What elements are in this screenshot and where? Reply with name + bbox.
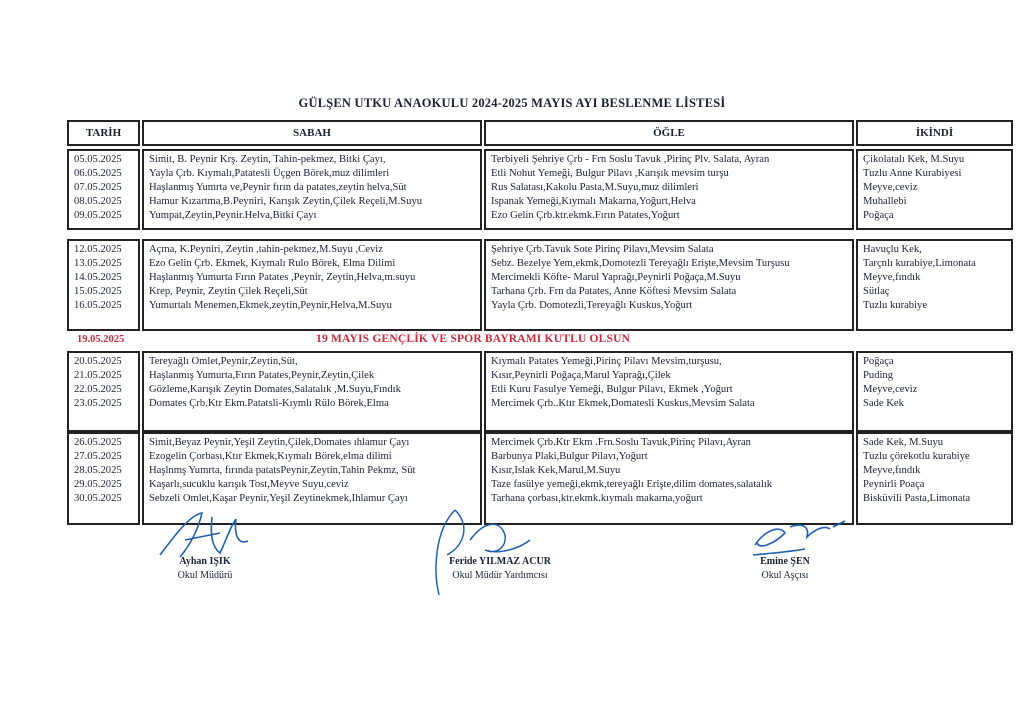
signature-vice-principal	[430, 555, 570, 583]
menu-item: Domates Çrb.Ktr Ekm.Patatsli-Kıymlı Rülo Börek,Elma	[149, 398, 389, 409]
menu-item: Poğaça	[863, 356, 894, 367]
menu-item: Puding	[863, 370, 894, 381]
menu-item: Mercimek Çrb..Ktır Ekmek,Domatesli Kuskus,Mevsim Salata	[491, 398, 755, 409]
menu-date: 30.05.2025	[74, 493, 122, 504]
signature-role: Okul Müdürü	[177, 570, 233, 581]
menu-item: Mercimek Çrb.Ktr Ekm .Frn.Soslu Tavuk,Pirinç Pilavı,Ayran	[491, 437, 751, 448]
menu-date: 21.05.2025	[74, 370, 122, 381]
week-2-noon-cell	[484, 239, 854, 331]
header-date: TARİH	[67, 120, 140, 146]
menu-item: Bisküvili Pasta,Limonata	[863, 493, 971, 504]
menu-date: 23.05.2025	[74, 398, 122, 409]
menu-item: Poğaça	[863, 210, 894, 221]
menu-date: 27.05.2025	[74, 451, 122, 462]
holiday-date: 19.05.2025	[77, 334, 125, 345]
menu-item: Meyve,ceviz	[863, 384, 918, 395]
menu-item: Peynirli Poaça	[863, 479, 925, 490]
signature-role: Okul Müdür Yardımcısı	[452, 570, 548, 581]
menu-item: Yumpat,Zeytin,Peynir.Helva,Bitki Çayı	[149, 210, 317, 221]
menu-item: Haşlnmş Yumrta, fırında patatsPeynir,Zeytin,Tahin Pekmz, Süt	[149, 465, 416, 476]
menu-item: Sebzeli Omlet,Kaşar Peynir,Yeşil Zeytinekmek,Ihlamur Çayı	[149, 493, 408, 504]
menu-date: 16.05.2025	[74, 300, 122, 311]
menu-date: 29.05.2025	[74, 479, 122, 490]
signature-cook	[730, 555, 840, 583]
menu-item: Meyve,ceviz	[863, 182, 918, 193]
menu-item: Meyve,fındık	[863, 465, 921, 476]
week-2-morning-cell	[142, 239, 482, 331]
signature-name: Emine ŞEN	[760, 556, 810, 567]
menu-item: Ispanak Yemeği,Kıymalı Makarna,Yoğurt,Helva	[491, 196, 696, 207]
menu-item: Ezo Gelin Çrb. Ekmek, Kıymalı Rulo Börek, Elma Dilimi	[149, 258, 396, 269]
menu-item: Krep, Peynir, Zeytin Çilek Reçeli,Süt	[149, 286, 308, 297]
menu-item: Gözleme,Karışık Zeytin Domates,Salatalık ,M.Suyu,Fındık	[149, 384, 401, 395]
menu-date: 26.05.2025	[74, 437, 122, 448]
week-3-afternoon-cell	[856, 351, 1013, 432]
menu-item: Taze fasülye yemeği,ekmk,tereyağlı Erişte,dilim domates,salatalık	[491, 479, 773, 490]
week-1-noon-cell	[484, 149, 854, 230]
week-2-afternoon-cell	[856, 239, 1013, 331]
menu-item: Tuzlu Anne Kurabiyesi	[863, 168, 962, 179]
week-2-date-cell	[67, 239, 140, 331]
week-3-morning-cell	[142, 351, 482, 432]
menu-item: Yayla Çrb. Kıymalı,Patatesli Üçgen Börek,muz dilimleri	[149, 168, 390, 179]
menu-item: Tarçnlı kurabiye,Limonata	[863, 258, 976, 269]
menu-item: Etli Nohut Yemeği, Bulgur Pilavı ,Karışık mevsim turşu	[491, 168, 729, 179]
menu-item: Sebz. Bezelye Yem,ekmk,Domotezli Tereyağlı Erişte,Mevsim Turşusu	[491, 258, 790, 269]
menu-date: 09.05.2025	[74, 210, 122, 221]
week-1-afternoon-cell	[856, 149, 1013, 230]
menu-item: Kısır,Islak Kek,Marul,M.Suyu	[491, 465, 621, 476]
menu-date: 28.05.2025	[74, 465, 122, 476]
menu-date: 05.05.2025	[74, 154, 122, 165]
menu-item: Ezogelin Çorbası,Ktır Ekmek,Kıymalı Börek,elma dilimi	[149, 451, 392, 462]
menu-item: Haşlanmış Yumurta,Fırın Patates,Peynir,Zeytin,Çilek	[149, 370, 375, 381]
menu-item: Ezo Gelin Çrb.ktr.ekmk.Fırın Patates,Yoğurt	[491, 210, 680, 221]
menu-item: Barbunya Plaki,Bulgur Pilavı,Yoğurt	[491, 451, 648, 462]
menu-date: 15.05.2025	[74, 286, 122, 297]
menu-item: Tuzlu kurabiye	[863, 300, 928, 311]
menu-date: 14.05.2025	[74, 272, 122, 283]
header-morning: SABAH	[142, 120, 482, 146]
header-afternoon: İKİNDİ	[856, 120, 1013, 146]
signature-name: Feride YILMAZ ACUR	[449, 556, 551, 567]
menu-date: 07.05.2025	[74, 182, 122, 193]
menu-item: Sade Kek	[863, 398, 904, 409]
page-title: GÜLŞEN UTKU ANAOKULU 2024-2025 MAYIS AYI BESLENME LİSTESİ	[298, 96, 726, 110]
menu-item: Kıymalı Patates Yemeği,Pirinç Pilavı Mevsim,turşusu,	[491, 356, 722, 367]
week-3-noon-cell	[484, 351, 854, 432]
menu-item: Tarhana Çrb. Frn da Patates, Anne Köftesi Mevsim Salata	[491, 286, 737, 297]
week-1-morning-cell	[142, 149, 482, 230]
menu-item: Sade Kek, M.Suyu	[863, 437, 944, 448]
week-4-afternoon-cell	[856, 432, 1013, 525]
menu-item: Tarhana çorbası,ktr.ekmk.kıymalı makarna,yoğurt	[491, 493, 703, 504]
menu-item: Haşlanmış Yumurta Fırın Patates ,Peynir, Zeytin,Helva,m.suyu	[149, 272, 416, 283]
menu-item: Yayla Çrb. Domotezli,Tereyağlı Kuskus,Yoğurt	[491, 300, 693, 311]
menu-item: Havuçlu Kek,	[863, 244, 922, 255]
menu-item: Yumurtalı Menemen,Ekmek,zeytin,Peynir,Helva,M.Suyu	[149, 300, 392, 311]
menu-item: Sütlaç	[863, 286, 890, 297]
week-1-date-cell	[67, 149, 140, 230]
menu-item: Haşlanmış Yumrta ve,Peynir fırın da patates,zeytin helva,Süt	[149, 182, 407, 193]
menu-item: Kaşarlı,sucuklu karışık Tost,Meyve Suyu,ceviz	[149, 479, 349, 490]
menu-item: Kısır,Peynirli Poğaça,Marul Yaprağı,Çilek	[491, 370, 671, 381]
menu-item: Mercimekli Köfte- Marul Yaprağı,Peynirli Poğaça,M.Suyu	[491, 272, 741, 283]
menu-item: Etli Kuru Fasulye Yemeği, Bulgur Pilavı, Ekmek ,Yoğurt	[491, 384, 733, 395]
week-3-date-cell	[67, 351, 140, 432]
signature-role: Okul Aşçısı	[761, 570, 809, 581]
menu-item: Tereyağlı Omlet,Peynir,Zeytin,Süt,	[149, 356, 298, 367]
menu-date: 22.05.2025	[74, 384, 122, 395]
signature-mark-cook	[745, 515, 855, 560]
menu-date: 08.05.2025	[74, 196, 122, 207]
signature-principal	[150, 555, 260, 583]
menu-item: Simit, B. Peynir Krş. Zeytin, Tahin-pekmez, Bitki Çayı,	[149, 154, 386, 165]
menu-date: 13.05.2025	[74, 258, 122, 269]
menu-item: Çikolatalı Kek, M.Suyu	[863, 154, 965, 165]
menu-item: Simit,Beyaz Peynir,Yeşil Zeytin,Çilek,Domates ıhlamur Çayı	[149, 437, 410, 448]
signature-name: Ayhan IŞIK	[179, 556, 231, 567]
menu-date: 20.05.2025	[74, 356, 122, 367]
menu-item: Terbiyeli Şehriye Çrb - Frn Soslu Tavuk ,Pirinç Plv. Salata, Ayran	[491, 154, 770, 165]
menu-item: Hamur Kızartma,B.Peyniri, Karışık Zeytin,Çilek Reçeli,M.Suyu	[149, 196, 423, 207]
signature-mark-vice-principal	[425, 500, 535, 600]
menu-item: Rus Salatası,Kakolu Pasta,M.Suyu,muz dilimleri	[491, 182, 699, 193]
week-4-noon-cell	[484, 432, 854, 525]
header-noon: ÖĞLE	[484, 120, 854, 146]
menu-item: Meyve,fındık	[863, 272, 921, 283]
menu-date: 06.05.2025	[74, 168, 122, 179]
menu-item: Açma, K.Peyniri, Zeytin ,tahin-pekmez,M.Suyu ,Ceviz	[149, 244, 383, 255]
week-4-date-cell	[67, 432, 140, 525]
menu-item: Şehriye Çrb.Tavuk Sote Pirinç Pilavı,Mevsim Salata	[491, 244, 714, 255]
menu-date: 12.05.2025	[74, 244, 122, 255]
holiday-message: 19 MAYIS GENÇLİK VE SPOR BAYRAMI KUTLU OLSUN	[316, 333, 631, 345]
menu-item: Muhallebi	[863, 196, 907, 207]
menu-item: Tuzlu çörekotlu kurabiye	[863, 451, 970, 462]
